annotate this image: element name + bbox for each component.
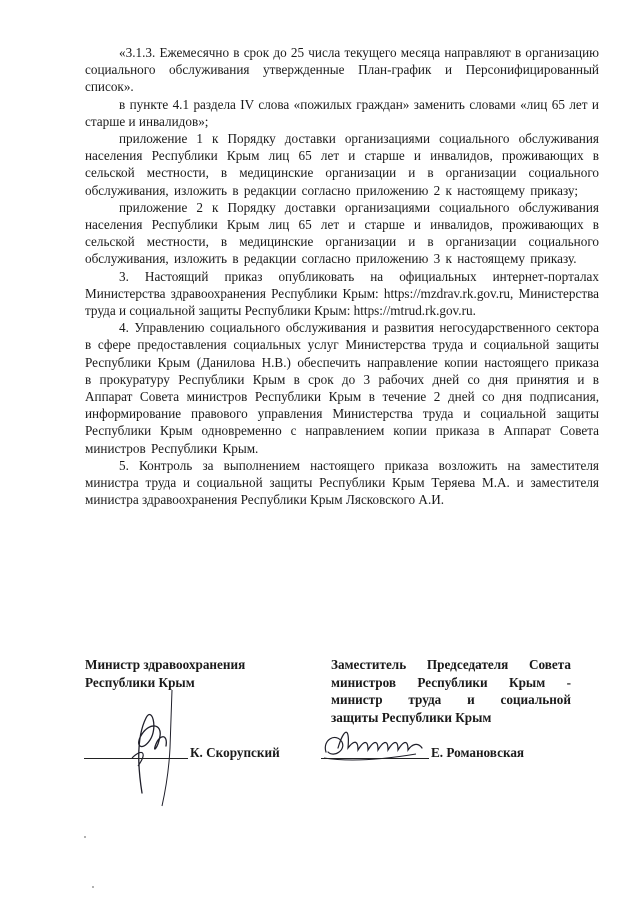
signer-title-line: Министр здравоохранения (85, 657, 246, 672)
paragraph-3-1-3: «3.1.3. Ежемесячно в срок до 25 числа текущего месяца направляют в организацию социального обслуживания утвержденные План-график и Персонифицированный список». (85, 45, 599, 95)
signer-name-right: Е. Романовская (431, 745, 525, 760)
signer-name-left: К. Скорупский (190, 745, 280, 760)
signature-block-left (85, 656, 295, 691)
handwritten-signature-right (320, 718, 440, 768)
signer-title-line: защиты Республики Крым (331, 709, 492, 725)
paragraph-5-control: 5. Контроль за выполнением настоящего приказа возложить на заместителя министра труда и социальной защиты Республики Крым Теряева М.А. и заместителя министра здравоохранения Республики Крым Лясковского А.И. (85, 457, 599, 508)
paragraph-item-4-1: в пункте 4.1 раздела IV слова «пожилых граждан» заменить словами «лиц 65 лет и старше и инвалидов»; (85, 96, 599, 129)
document-body (85, 44, 599, 508)
signer-title-line: министр труда и социальной (331, 692, 571, 707)
paragraph-appendix-1: приложение 1 к Порядку доставки организациями социального обслуживания населения Республики Крым лиц 65 лет и старше и инвалидов, проживающих в сельской местности, в медицинские организации и в организации социального обслуживания, изложить в редакции согласно приложению 2 к настоящему приказу; (85, 131, 599, 198)
scan-speck (84, 836, 86, 838)
signer-title-line: Республики Крым (85, 674, 195, 690)
signature-block-right (331, 656, 571, 726)
paragraph-appendix-2: приложение 2 к Порядку доставки организациями социального обслуживания населения Республики Крым лиц 65 лет и старше и инвалидов, проживающих в сельской местности, в медицинские организации и в организации социального обслуживания, изложить в редакции согласно приложению 3 к настоящему приказу. (85, 199, 599, 267)
paragraph-4-directorate: 4. Управлению социального обслуживания и развития негосударственного сектора в сфере предоставления социальных услуг Министерства труда и социальной защиты Республики Крым (Данилова Н.В.) обеспечить направление копии настоящего приказа в прокуратуру Республики Крым в срок до 3 рабочих дней со дня принятия и в Аппарат Совета министров Республики Крым в течение 2 дней со дня подписания, информирование правового управления Министерства труда и социальной защиты Республики Крым одновременно с направлением копии приказа в Аппарат Совета министров Республики Крым. (85, 320, 599, 456)
signer-title-line: министров Республики Крым - (331, 674, 571, 690)
scan-speck (92, 886, 94, 888)
handwritten-signature-left (112, 688, 182, 808)
signer-title-line: Заместитель Председателя Совета (331, 657, 571, 672)
paragraph-3-publication: 3. Настоящий приказ опубликовать на официальных интернет-порталах Министерства здравоохранения Республики Крым: https://mzdrav.rk.gov.ru, Министерства труда и социальной защиты Республики Крым: https://mtrud.rk.gov.ru. (85, 268, 599, 319)
signature-line-right (321, 758, 429, 759)
signature-line-left (84, 758, 188, 759)
